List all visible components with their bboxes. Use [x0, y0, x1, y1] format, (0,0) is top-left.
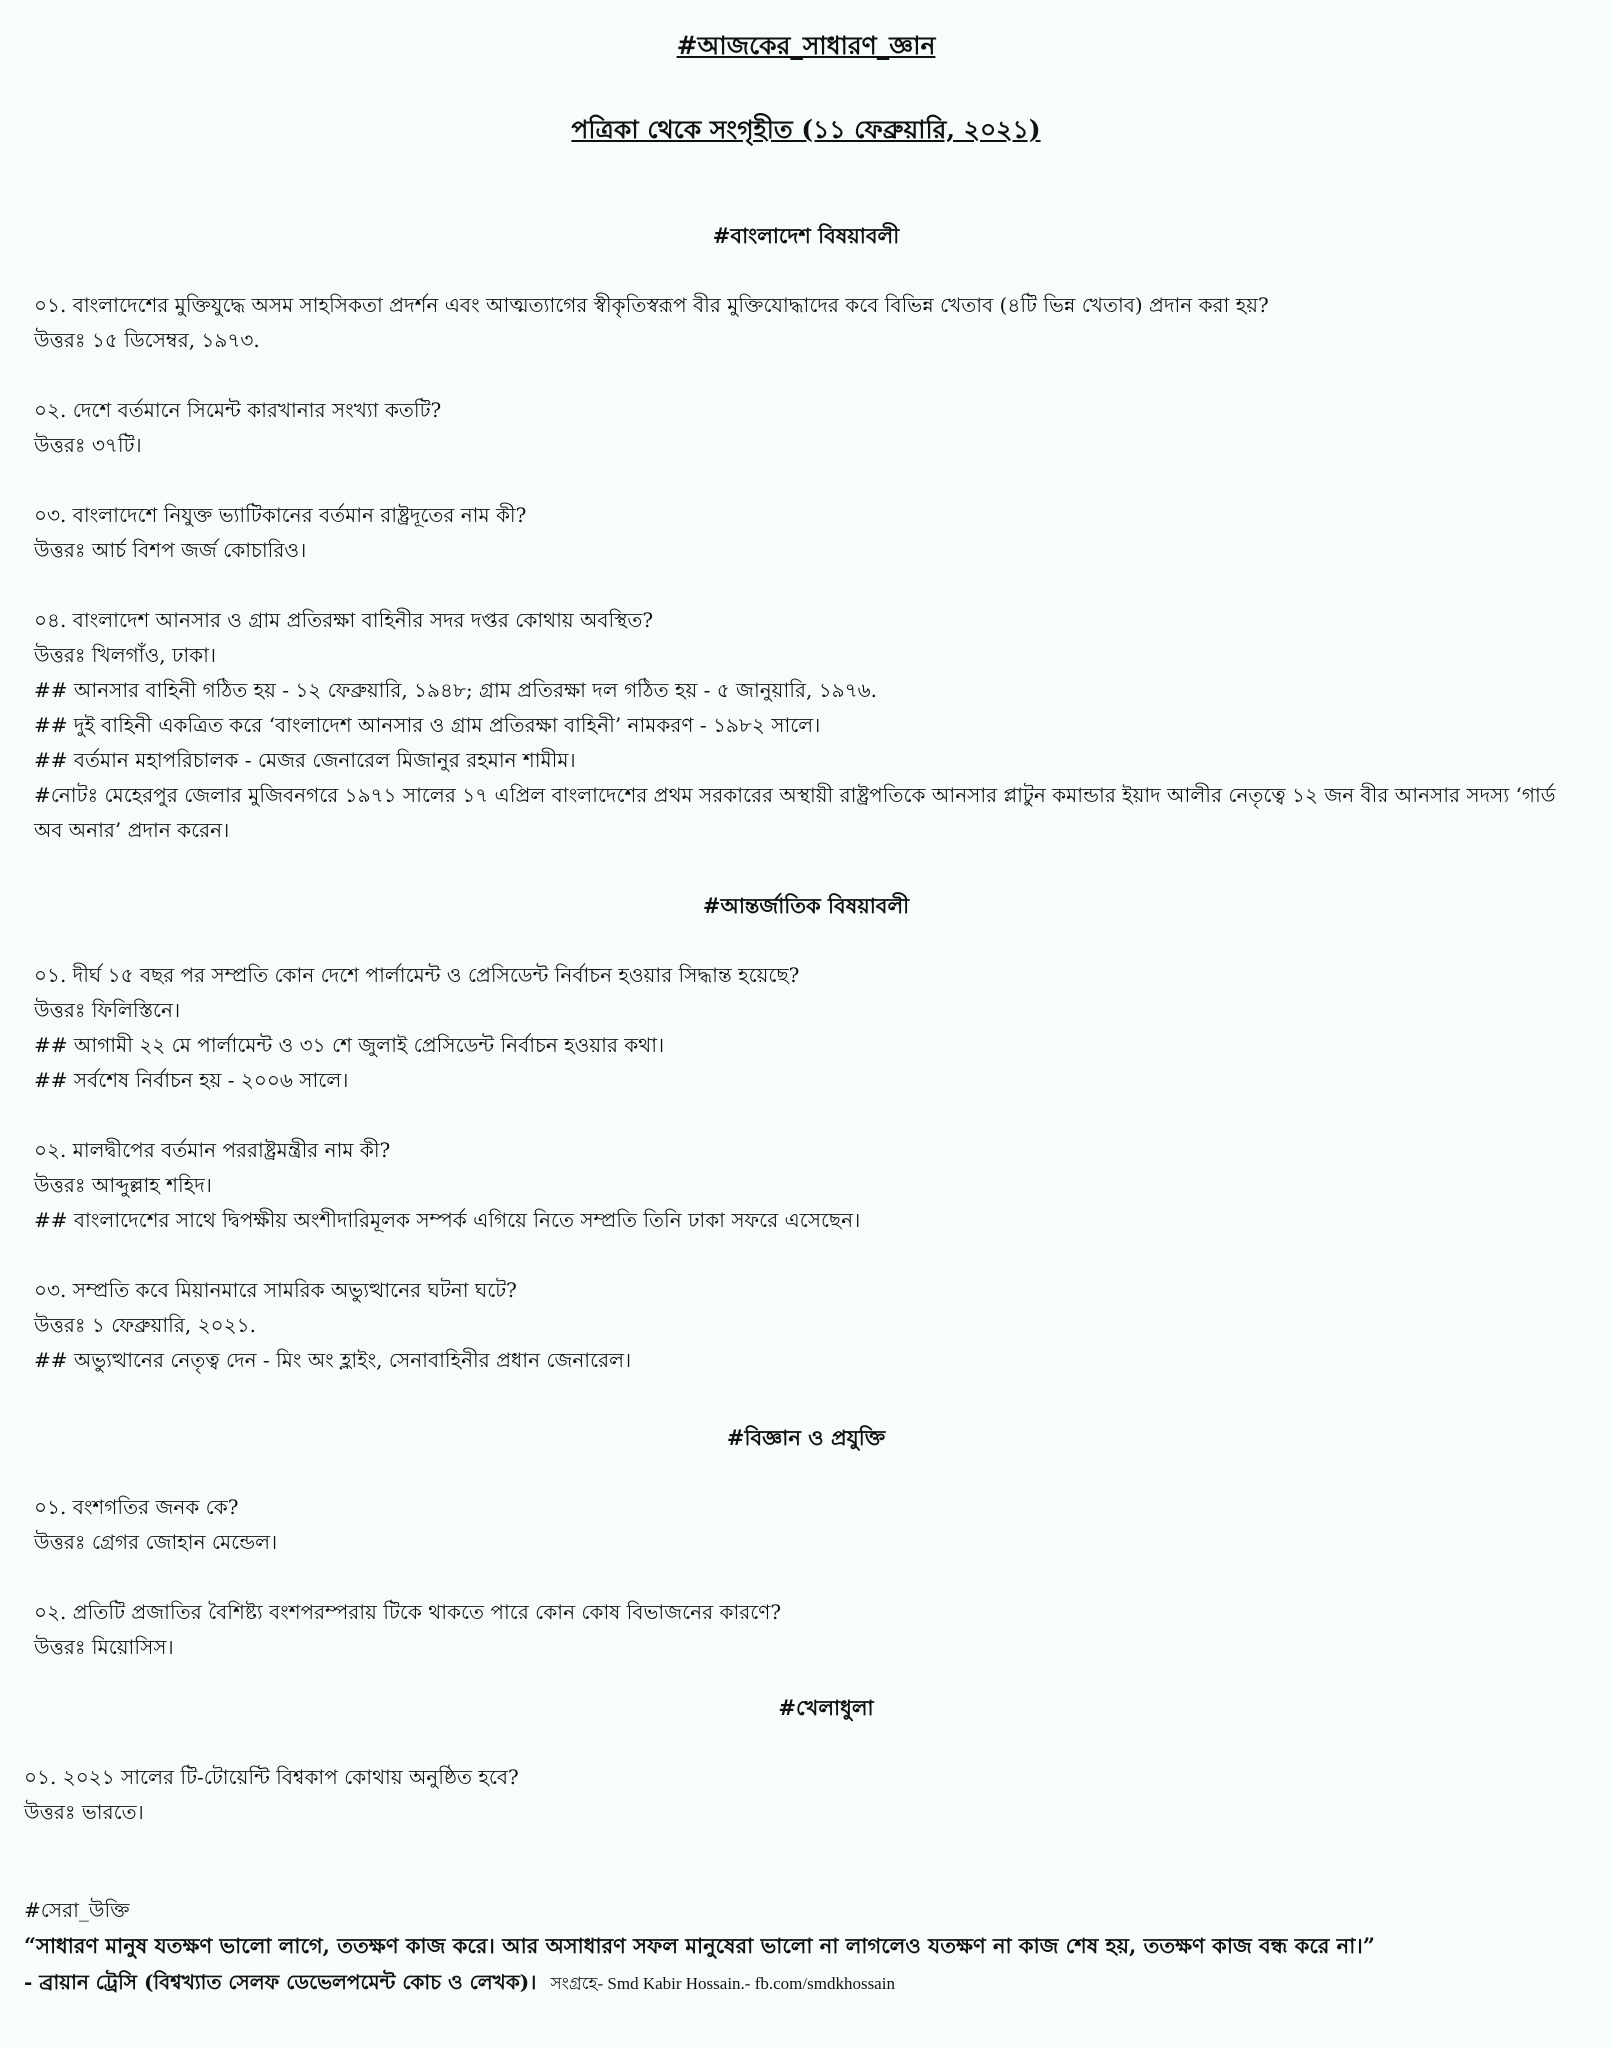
note: ## অভ্যুত্থানের নেতৃত্ব দেন - মিং অং হ্লাইং, সেনাবাহিনীর প্রধান জেনারেল।	[34, 1348, 632, 1372]
section-sports	[24, 1760, 1569, 1830]
question: ০১. দীর্ঘ ১৫ বছর পর সম্প্রতি কোন দেশে পার্লামেন্ট ও প্রেসিডেন্ট নির্বাচন হওয়ার সিদ্ধান্ত হয়েছে?	[34, 963, 800, 987]
section-international	[34, 958, 1579, 1378]
answer: উত্তরঃ মিয়োসিস।	[34, 1635, 174, 1659]
question: ০২. দেশে বর্তমানে সিমেন্ট কারখানার সংখ্যা কতটি?	[34, 398, 442, 422]
answer: উত্তরঃ আর্চ বিশপ জর্জ কোচারিও।	[34, 538, 307, 562]
section-heading-international: #আন্তর্জাতিক বিষয়াবলী	[702, 893, 910, 918]
quote-block	[24, 1892, 1584, 2002]
note: ## দুই বাহিনী একত্রিত করে ‘বাংলাদেশ আনসার ও গ্রাম প্রতিরক্ষা বাহিনী’ নামকরণ - ১৯৮২ সালে।	[34, 713, 821, 737]
note: ## আগামী ২২ মে পার্লামেন্ট ও ৩১ শে জুলাই প্রেসিডেন্ট নির্বাচন হওয়ার কথা।	[34, 1033, 665, 1057]
quote-text: “সাধারণ মানুষ যতক্ষণ ভালো লাগে, ততক্ষণ কাজ করে। আর অসাধারণ সফল মানুষেরা ভালো না লাগলেও যতক্ষণ না কাজ শেষ হয়, ততক্ষণ কাজ বন্ধ করে না।”	[24, 1933, 1375, 1958]
quote-heading: #সেরা_উক্তি	[24, 1898, 130, 1922]
answer: উত্তরঃ আব্দুল্লাহ শহিদ।	[34, 1173, 212, 1197]
question: ০২. মালদ্বীপের বর্তমান পররাষ্ট্রমন্ত্রীর নাম কী?	[34, 1138, 391, 1162]
answer: উত্তরঃ ভারতে।	[24, 1800, 144, 1824]
section-heading-sports: #খেলাধুলা	[778, 1695, 874, 1720]
note: ## বাংলাদেশের সাথে দ্বিপক্ষীয় অংশীদারিমূলক সম্পর্ক এগিয়ে নিতে সম্প্রতি তিনি ঢাকা সফরে এসেছেন।	[34, 1208, 861, 1232]
section-heading-science: #বিজ্ঞান ও প্রযুক্তি	[726, 1425, 886, 1450]
section-heading-bangladesh: #বাংলাদেশ বিষয়াবলী	[712, 223, 900, 248]
answer: উত্তরঃ খিলগাঁও, ঢাকা।	[34, 643, 217, 667]
question: ০৩. সম্প্রতি কবে মিয়ানমারে সামরিক অভ্যুত্থানের ঘটনা ঘটে?	[34, 1278, 517, 1302]
answer: উত্তরঃ ৩৭টি।	[34, 433, 142, 457]
page-title: #আজকের_সাধারণ_জ্ঞান	[676, 31, 936, 60]
note: #নোটঃ মেহেরপুর জেলার মুজিবনগরে ১৯৭১ সালের ১৭ এপ্রিল বাংলাদেশের প্রথম সরকারের অস্থায়ী রাষ্ট্রপতিকে আনসার প্লাটুন কমান্ডার ইয়াদ আলীর নেতৃত্বে ১২ জন বীর আনসার সদস্য ‘গার্ড অব অনার’ প্রদান করেন।	[34, 783, 1556, 842]
page-subtitle: পত্রিকা থেকে সংগৃহীত (১১ ফেব্রুয়ারি, ২০২১)	[571, 115, 1041, 144]
credit-text: সংগ্রহে- Smd Kabir Hossain.- fb.com/smdkhossain	[550, 1974, 895, 1993]
answer: উত্তরঃ ১ ফেব্রুয়ারি, ২০২১.	[34, 1313, 256, 1337]
section-bangladesh	[34, 288, 1579, 848]
question: ০৪. বাংলাদেশ আনসার ও গ্রাম প্রতিরক্ষা বাহিনীর সদর দপ্তর কোথায় অবস্থিত?	[34, 608, 654, 632]
answer: উত্তরঃ ফিলিস্তিনে।	[34, 998, 181, 1022]
question: ০২. প্রতিটি প্রজাতির বৈশিষ্ট্য বংশপরম্পরায় টিকে থাকতে পারে কোন কোষ বিভাজনের কারণে?	[34, 1600, 782, 1624]
question: ০১. বাংলাদেশের মুক্তিযুদ্ধে অসম সাহসিকতা প্রদর্শন এবং আত্মত্যাগের স্বীকৃতিস্বরূপ বীর মুক্তিযোদ্ধাদের কবে বিভিন্ন খেতাব (৪টি ভিন্ন খেতাব) প্রদান করা হয়?	[34, 293, 1269, 317]
answer: উত্তরঃ ১৫ ডিসেম্বর, ১৯৭৩.	[34, 328, 260, 352]
note: ## আনসার বাহিনী গঠিত হয় - ১২ ফেব্রুয়ারি, ১৯৪৮; গ্রাম প্রতিরক্ষা দল গঠিত হয় - ৫ জানুয়ারি, ১৯৭৬.	[34, 678, 878, 702]
answer: উত্তরঃ গ্রেগর জোহান মেন্ডেল।	[34, 1530, 278, 1554]
question: ০৩. বাংলাদেশে নিযুক্ত ভ্যাটিকানের বর্তমান রাষ্ট্রদূতের নাম কী?	[34, 503, 527, 527]
quote-author: - ব্রায়ান ট্রেসি (বিশ্বখ্যাত সেলফ ডেভেলপমেন্ট কোচ ও লেখক)।	[24, 1970, 537, 1994]
note: ## বর্তমান মহাপরিচালক - মেজর জেনারেল মিজানুর রহমান শামীম।	[34, 748, 576, 772]
question: ০১. ২০২১ সালের টি-টোয়েন্টি বিশ্বকাপ কোথায় অনুষ্ঠিত হবে?	[24, 1765, 519, 1789]
note: ## সর্বশেষ নির্বাচন হয় - ২০০৬ সালে।	[34, 1068, 349, 1092]
section-science	[34, 1490, 1579, 1665]
question: ০১. বংশগতির জনক কে?	[34, 1495, 239, 1519]
